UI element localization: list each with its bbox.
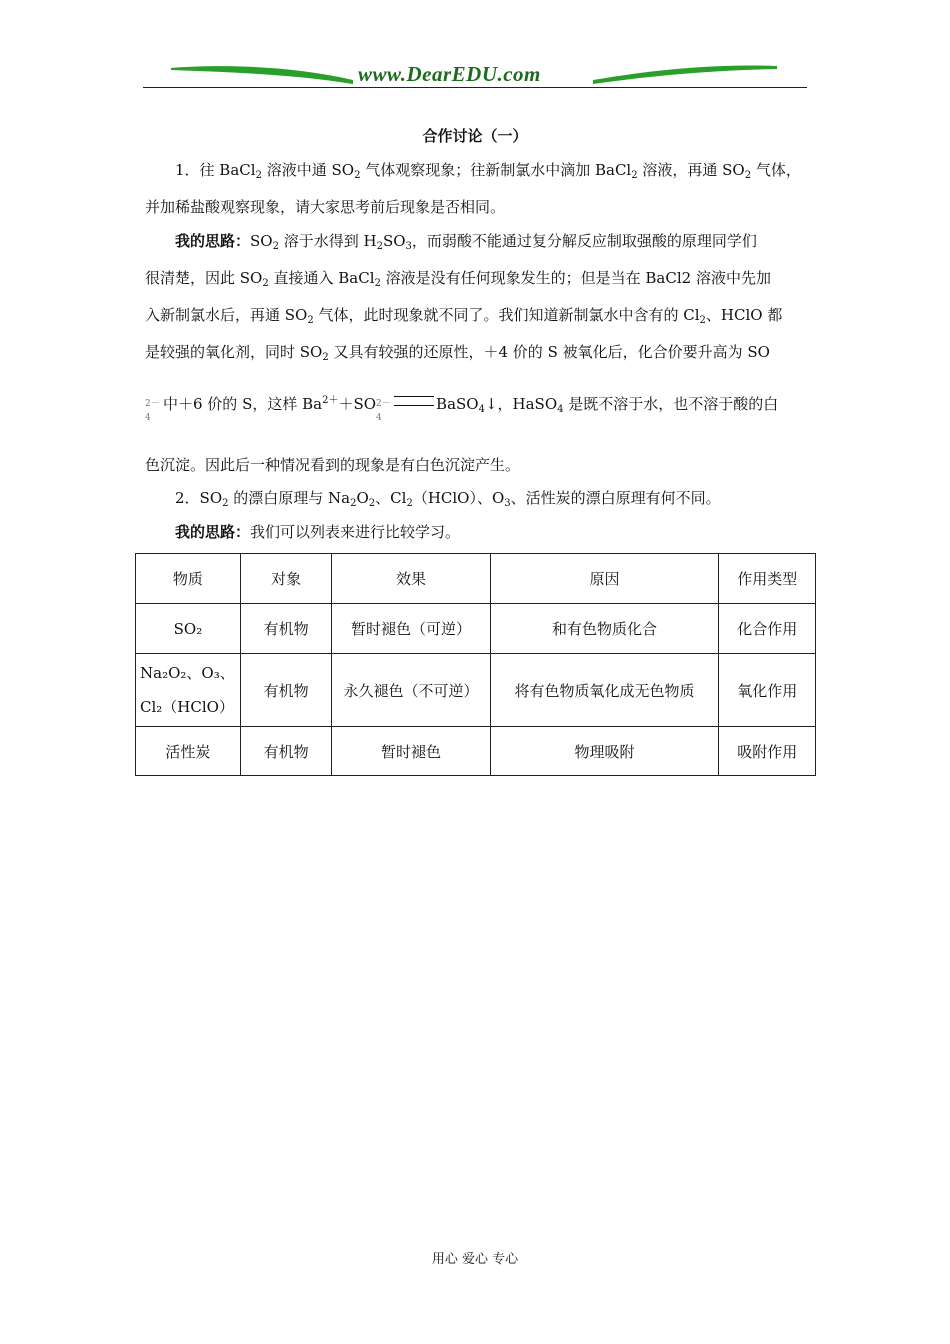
page-footer: 用心 爱心 专心	[431, 1252, 519, 1267]
table-cell	[136, 654, 241, 727]
table-row	[136, 604, 816, 654]
table-cell: 物理吸附	[490, 727, 719, 776]
q1-line2: 并加稀盐酸观察现象，请大家思考前后现象是否相同。	[145, 198, 506, 216]
table-cell: 将有色物质氧化成无色物质	[490, 654, 719, 727]
q2-line: 2．$SO_2$ 的漂白原理与 $Na_2O_2$、$Cl_2(HClO)$、$O_3$、活性炭的漂白原理有何不同。	[175, 489, 721, 509]
table-cell: SO₂	[136, 604, 241, 654]
a1-line2: 很清楚，因此 $SO_2$ 直接通入 BaCl$_2$ 溶液是没有任何现象发生的；但是当在 BaCl2 溶液中先加	[145, 269, 771, 289]
table-header-cell: 物质	[136, 554, 241, 604]
ion-charge-label: 2－ 4	[145, 399, 160, 423]
comparison-table	[135, 553, 816, 776]
a1-line3: 入新制氯水后，再通 $SO_2$ 气体，此时现象就不同了。我们知道新制氯水中含有的 $Cl_2$、HClO 都	[145, 306, 783, 326]
ion-charge-label: 2－ 4	[376, 399, 391, 423]
table-cell: 氧化作用	[719, 654, 816, 727]
a1-line6: 色沉淀。因此后一种情况看到的现象是有白色沉淀产生。	[145, 456, 521, 474]
table-header-row	[136, 554, 816, 604]
table-cell: 有机物	[240, 654, 332, 727]
table-row	[136, 654, 816, 727]
table-row	[136, 727, 816, 776]
table-header-cell: 对象	[240, 554, 332, 604]
table-cell: 活性炭	[136, 727, 241, 776]
a2-line: 我的思路：我们可以列表来进行比较学习。	[175, 523, 461, 541]
table-cell-line: Cl₂（HClO）	[140, 698, 234, 716]
table-cell: 吸附作用	[719, 727, 816, 776]
equals-arrow	[394, 396, 434, 406]
table-cell: 永久褪色（不可逆）	[332, 654, 490, 727]
table-cell-line: Na₂O₂、O₃、	[140, 664, 235, 682]
table-cell: 有机物	[240, 604, 332, 654]
a1-line5: 2－ 4 中＋6 价的 S，这样 $Ba^{2+}+SO$ 2－ 4 BaSO$_4$↓，HaSO$_4$ 是既不溶于水，也不溶于酸的白	[145, 395, 779, 423]
q1-line1: 1．往 BaCl$_2$ 溶液中通 $SO_2$ 气体观察现象；往新制氯水中滴加 BaCl$_2$ 溶液，再通 $SO_2$ 气体，	[175, 161, 801, 181]
table-cell: 和有色物质化合	[490, 604, 719, 654]
a1-line4: 是较强的氧化剂，同时 $SO_2$ 又具有较强的还原性，＋4 价的 S 被氧化后，化合价要升高为 SO	[145, 343, 770, 363]
header-rule	[143, 87, 807, 88]
a1-line1: 我的思路：$SO_2$ 溶于水得到 $H_2SO_3$，而弱酸不能通过复分解反应制取强酸的原理同学们	[175, 232, 757, 252]
table-cell: 有机物	[240, 727, 332, 776]
logo-text: www.DearEDU.com	[358, 62, 541, 86]
table-header-cell: 作用类型	[719, 554, 816, 604]
table-cell: 化合作用	[719, 604, 816, 654]
table-cell: 暂时褪色（可逆）	[332, 604, 490, 654]
table-cell: 暂时褪色	[332, 727, 490, 776]
table-header-cell: 效果	[332, 554, 490, 604]
table-header-cell: 原因	[490, 554, 719, 604]
page-title: 合作讨论（一）	[422, 127, 528, 145]
